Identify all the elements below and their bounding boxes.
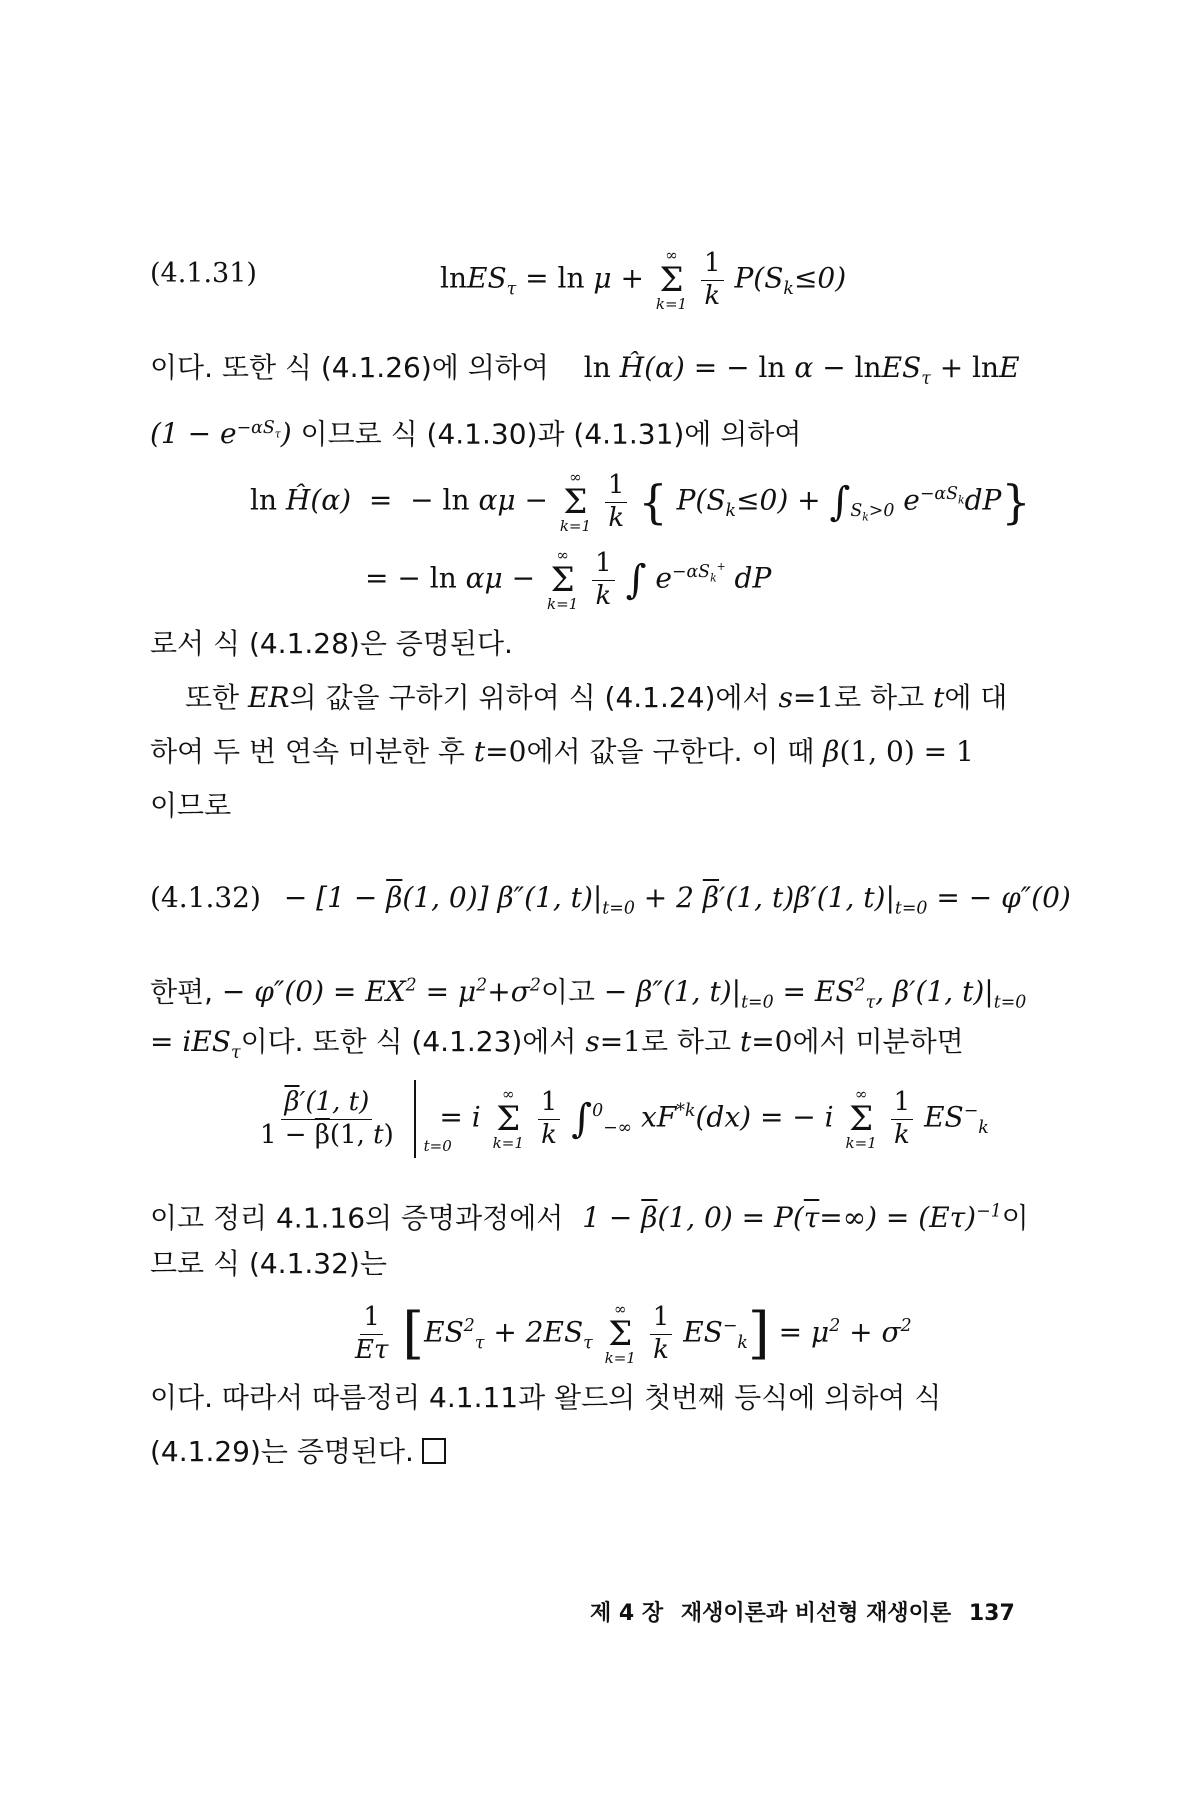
display-equation: $\frac{\overline{\beta}'(1, t)}{1 - \overline{\beta}(1, t)}$ t=0 = i ∞ Σ k=1 $\frac{1}{k}$ ∫$^0_{-\infty}$ $xF^{*k}(dx)$ = − i ∞ Σ k=1 $\frac{1}{k}$ $ES^-_k$ bbox=[255, 1080, 989, 1158]
text-line: 또한 ER의 값을 구하기 위하여 식 (4.1.24)에서 s=1로 하고 t에 대 bbox=[185, 681, 1008, 714]
paragraph-text: 한편, bbox=[150, 975, 213, 1009]
paragraph-text: 이므로 식 (4.1.30)과 (4.1.31)에 의하여 bbox=[300, 417, 802, 451]
display-equation: $\frac{1}{E\tau}$ [$ES^2_\tau + 2ES_\tau$ ∞ Σ k=1 $\frac{1}{k}$ $ES^-_k] = \mu^2 + \sigma^2$ bbox=[355, 1300, 912, 1367]
text-line bbox=[150, 1434, 446, 1470]
paragraph-text: 이 bbox=[1001, 1201, 1029, 1235]
paragraph-text: 이므로 bbox=[150, 789, 232, 822]
text-line bbox=[150, 350, 1020, 397]
text-line: = iES$_\tau$이다. 또한 식 (4.1.23)에서 s=1로 하고 t=0에서 미분하면 bbox=[150, 1025, 964, 1063]
display-equation: = − ln αμ − ∞ Σ k=1 $\frac{1}{k}$ ∫ $e^{-\alpha S_k^+}$ dP bbox=[365, 546, 772, 613]
paragraph-text: 의 값을 구하기 위하여 식 (4.1.24)에서 bbox=[289, 681, 770, 714]
paragraph-text: 에서 미분하면 bbox=[792, 1025, 964, 1058]
inline-math: $(1 - e^{-\alpha S_\tau})$ bbox=[150, 417, 292, 451]
text-line bbox=[150, 968, 1026, 1021]
inline-math: = iES$_\tau$ bbox=[150, 1025, 241, 1063]
text-line bbox=[150, 626, 513, 662]
paragraph-text: 또한 bbox=[185, 681, 240, 714]
paragraph-text: 에서 값을 구한다. 이 때 bbox=[526, 735, 815, 768]
inline-math: ln Ĥ(α) = − ln α − lnES$_\tau$ + lnE bbox=[583, 351, 1020, 389]
paragraph-text: 이다. 또한 식 (4.1.26)에 의하여 bbox=[150, 351, 549, 384]
paragraph-text: 이다. 따라서 따름정리 4.1.11과 왈드의 첫번째 등식에 의하여 식 bbox=[150, 1381, 942, 1414]
inline-math: − $\varphi''(0) = EX^2 = \mu^2+\sigma^2$ bbox=[221, 975, 541, 1009]
page-number: 137 bbox=[968, 1601, 1015, 1626]
paragraph-text: 므로 식 (4.1.32)는 bbox=[150, 1247, 387, 1280]
qed-box-icon bbox=[422, 1438, 446, 1464]
equation-body: lnES$_\tau$ = ln μ + ∞ Σ k=1 $\frac{1}{k}$ $P(S_k\le 0)$ bbox=[440, 246, 847, 313]
equation-number: (4.1.31) bbox=[150, 258, 257, 289]
text-line bbox=[150, 1380, 941, 1416]
text-line bbox=[150, 1246, 387, 1282]
inline-math: − β″(1, $t)|_{t=0} = ES^2_\tau$, β′(1, $t)|_{t=0}$ bbox=[603, 975, 1027, 1013]
paragraph-text: 로 하고 bbox=[834, 681, 925, 714]
text-line bbox=[150, 1194, 1029, 1236]
equation-number: (4.1.32) bbox=[150, 881, 261, 914]
footer-chapter: 제 4 장 bbox=[590, 1601, 664, 1626]
paragraph-text: 로 하고 bbox=[640, 1025, 732, 1058]
paragraph-text: 이고 정리 4.1.16의 증명과정에서 bbox=[150, 1201, 564, 1235]
footer-title: 재생이론과 비선형 재생이론 bbox=[680, 1601, 952, 1626]
paragraph-text: (4.1.29)는 증명된다. bbox=[150, 1435, 414, 1468]
paragraph-text: 에 대 bbox=[944, 681, 1008, 714]
text-line bbox=[150, 788, 231, 824]
page-footer bbox=[590, 1596, 1015, 1627]
text-line: 하여 두 번 연속 미분한 후 t=0에서 값을 구한다. 이 때 β(1, 0) = 1 bbox=[150, 735, 974, 768]
inline-math: $1 - \overline{\beta}(1$, $0) = P(\overline{\tau}=\infty) = (E\tau)^{-1}$ bbox=[582, 1201, 1002, 1235]
equation-4-1-32 bbox=[150, 880, 1071, 927]
paragraph-text: 로서 식 (4.1.28)은 증명된다. bbox=[150, 627, 513, 660]
paragraph-text: 이고 bbox=[540, 975, 595, 1009]
paragraph-text: 이다. 또한 식 (4.1.23)에서 bbox=[240, 1025, 577, 1058]
paragraph-text: 하여 두 번 연속 미분한 후 bbox=[150, 735, 465, 768]
text-line bbox=[150, 410, 801, 452]
equation-body: − [$1 - \overline{\beta}(1$, 0)] β″(1, $t)|_{t=0} + 2$ $\overline{\beta}'(1$, t)β′(1, $t)|_{t=0}$ = − φ″(0) bbox=[283, 881, 1071, 919]
equation-4-1-31 bbox=[150, 246, 1050, 313]
display-equation: ln Ĥ(α) = − ln αμ − ∞ Σ k=1 $\frac{1}{k}$ { $P(S_k\le 0) + \int_{S_k>0}$ $e^{-\alpha S_k}dP$} bbox=[250, 468, 1031, 535]
